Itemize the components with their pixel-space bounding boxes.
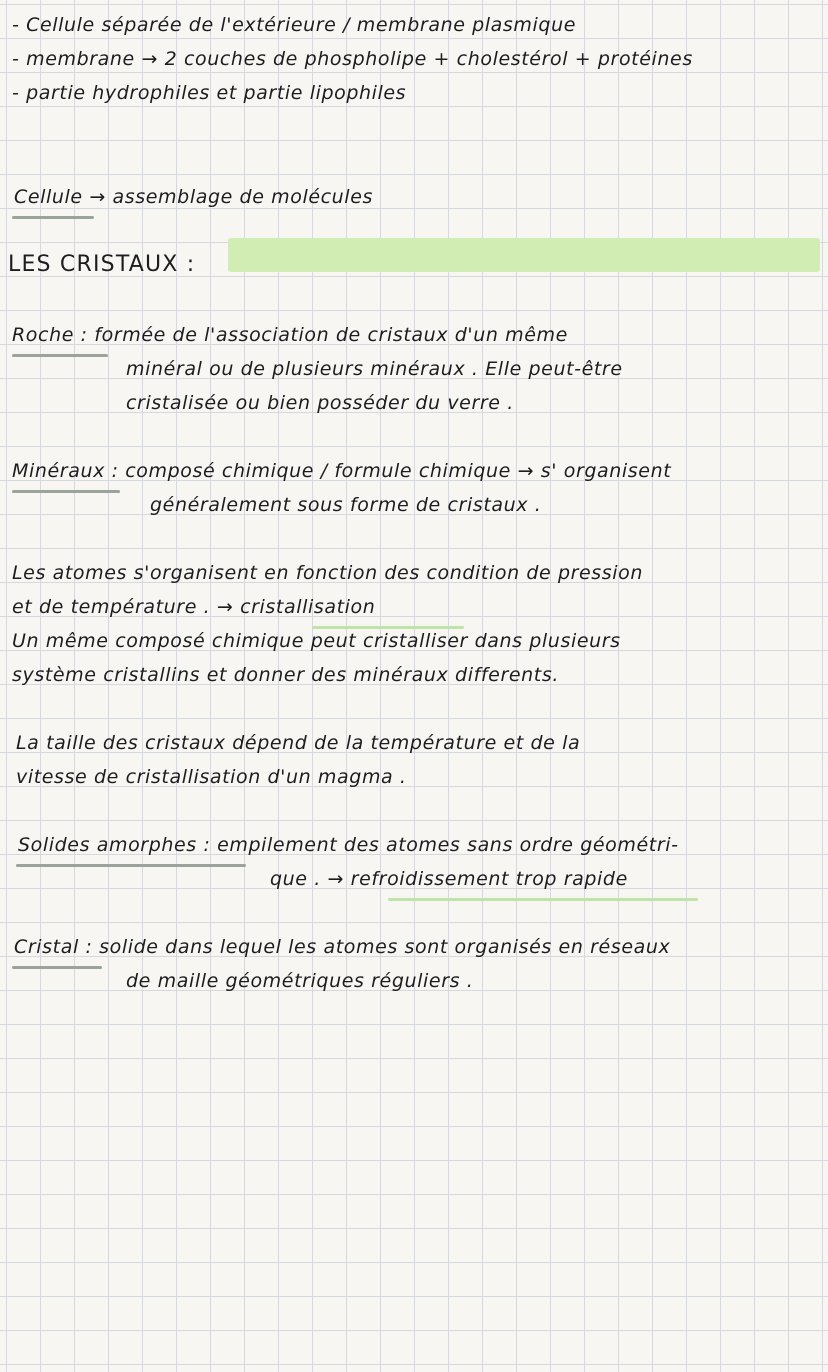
cristal-line-2: de maille géométriques réguliers . — [126, 970, 474, 992]
cristallisation-underline — [312, 626, 464, 629]
cristal-underline — [12, 966, 102, 969]
atomes-line-2: et de température . → cristallisation — [12, 596, 376, 618]
cristal-line-1: Cristal : solide dans lequel les atomes sont organisés en réseaux — [14, 936, 671, 958]
solides-underline — [16, 864, 246, 867]
solides-line-2: que . → refroidissement trop rapide — [270, 868, 628, 890]
section-title: LES CRISTAUX : — [8, 252, 196, 277]
mineraux-line-1: Minéraux : composé chimique / formule chimique → s' organisent — [12, 460, 672, 482]
mineraux-line-2: généralement sous forme de cristaux . — [150, 494, 542, 516]
refroidissement-underline — [388, 898, 698, 901]
roche-line-1: Roche : formée de l'association de cristaux d'un même — [12, 324, 568, 346]
cellule-underline — [12, 216, 94, 219]
atomes-line-3: Un même composé chimique peut cristalliser dans plusieurs — [12, 630, 621, 652]
atomes-line-1: Les atomes s'organisent en fonction des condition de pression — [12, 562, 644, 584]
taille-line-2: vitesse de cristallisation d'un magma . — [16, 766, 407, 788]
bullet-line-1: - Cellule séparée de l'extérieure / membrane plasmique — [12, 14, 577, 36]
title-highlight — [228, 238, 820, 272]
bullet-line-3: - partie hydrophiles et partie lipophiles — [12, 82, 407, 104]
bullet-line-2: - membrane → 2 couches de phospholipe + cholestérol + protéines — [12, 48, 693, 70]
cellule-line: Cellule → assemblage de molécules — [14, 186, 373, 208]
mineraux-underline — [12, 490, 120, 493]
taille-line-1: La taille des cristaux dépend de la température et de la — [16, 732, 581, 754]
roche-line-3: cristalisée ou bien posséder du verre . — [126, 392, 514, 414]
solides-line-1: Solides amorphes : empilement des atomes sans ordre géométri- — [18, 834, 679, 856]
roche-line-2: minéral ou de plusieurs minéraux . Elle peut-être — [126, 358, 623, 380]
atomes-line-4: système cristallins et donner des minéraux differents. — [12, 664, 559, 686]
roche-underline — [12, 354, 108, 357]
